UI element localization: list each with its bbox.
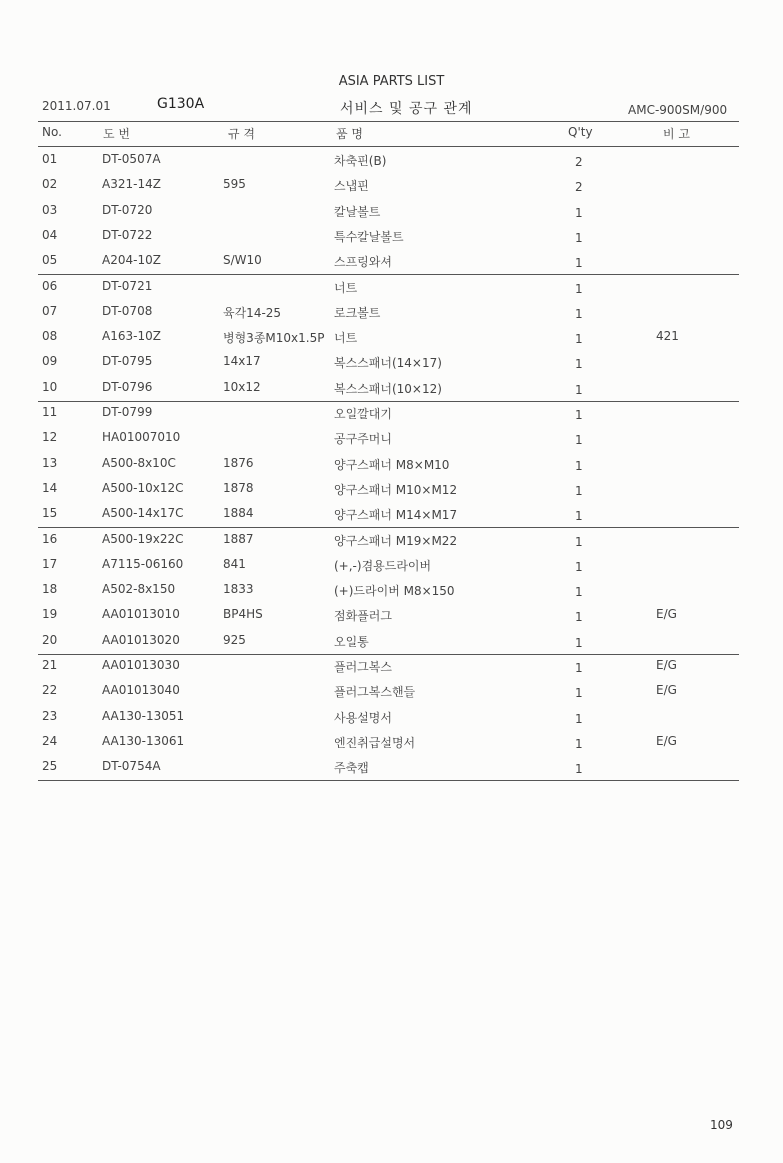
cell-name: 점화플러그 (334, 609, 392, 624)
cell-no: 22 (42, 683, 58, 698)
cell-no: 16 (42, 531, 58, 546)
cell-part-no: AA130-13061 (102, 733, 185, 748)
cell-qty: 1 (575, 281, 583, 296)
cell-part-no: A502-8x150 (102, 582, 176, 597)
cell-remark: 421 (656, 329, 679, 344)
cell-part-no: A163-10Z (102, 329, 161, 344)
cell-qty: 1 (575, 509, 583, 524)
cell-qty: 1 (575, 661, 583, 675)
cell-part-no: AA01013040 (102, 683, 180, 698)
cell-name: 플러그복스 (334, 660, 392, 674)
cell-spec: 1876 (223, 455, 254, 470)
cell-name: 양구스패너 M14×M17 (334, 508, 458, 523)
col-header-qty: Q'ty (568, 125, 593, 139)
cell-no: 03 (42, 202, 58, 217)
cell-part-no: A500-10x12C (102, 480, 184, 495)
cell-no: 19 (42, 607, 58, 622)
cell-spec: 1884 (223, 506, 254, 521)
cell-spec: 595 (223, 177, 246, 192)
cell-no: 23 (42, 708, 58, 723)
cell-no: 07 (42, 303, 58, 318)
cell-name: 양구스패너 M10×M12 (334, 482, 458, 497)
cell-part-no: DT-0708 (102, 303, 153, 318)
cell-qty: 1 (575, 483, 583, 498)
cell-no: 20 (42, 632, 58, 647)
col-header-spec: 규 격 (228, 127, 255, 141)
cell-part-no: DT-0795 (102, 354, 153, 369)
cell-name: 사용설명서 (334, 710, 392, 725)
cell-part-no: DT-0720 (102, 202, 153, 217)
cell-part-no: HA01007010 (102, 430, 181, 445)
cell-qty: 1 (575, 585, 583, 600)
cell-spec: 10x12 (223, 379, 261, 394)
cell-name: 차축핀(B) (334, 154, 387, 168)
cell-no: 17 (42, 556, 58, 571)
cell-name: 스프링와셔 (334, 255, 392, 270)
cell-qty: 1 (575, 433, 583, 448)
cell-qty: 1 (575, 357, 583, 372)
cell-no: 01 (42, 152, 58, 166)
cell-part-no: AA01013020 (102, 632, 180, 647)
cell-remark: E/G (656, 658, 677, 672)
cell-qty: 1 (575, 332, 583, 347)
cell-no: 06 (42, 278, 58, 293)
cell-part-no: DT-0721 (102, 278, 153, 293)
cell-name: 칼날볼트 (334, 204, 381, 219)
cell-spec: 925 (223, 632, 246, 647)
cell-spec: 841 (223, 556, 246, 571)
cell-no: 09 (42, 354, 58, 369)
header-top-rule (38, 121, 739, 122)
cell-part-no: DT-0722 (102, 227, 153, 242)
cell-part-no: A500-19x22C (102, 531, 184, 546)
page-number: 109 (710, 1118, 733, 1132)
cell-spec: 1887 (223, 531, 254, 546)
group-divider (38, 527, 739, 528)
cell-remark: E/G (656, 683, 677, 698)
cell-qty: 1 (575, 610, 583, 625)
cell-qty: 1 (575, 534, 583, 549)
cell-no: 24 (42, 733, 58, 748)
cell-qty: 1 (575, 230, 583, 245)
cell-part-no: A7115-06160 (102, 556, 184, 571)
cell-no: 25 (42, 759, 58, 774)
cell-part-no: AA01013030 (102, 658, 180, 672)
cell-no: 08 (42, 329, 58, 344)
group-divider (38, 654, 739, 655)
cell-name: 너트 (334, 280, 358, 295)
cell-part-no: DT-0796 (102, 379, 153, 394)
cell-name: 양구스패너 M19×M22 (334, 533, 458, 548)
cell-no: 21 (42, 658, 58, 672)
cell-part-no: AA130-13051 (102, 708, 185, 723)
cell-qty: 1 (575, 382, 583, 397)
cell-qty: 1 (575, 306, 583, 321)
cell-remark: E/G (656, 607, 677, 622)
cell-qty: 1 (575, 408, 583, 422)
cell-qty: 1 (575, 711, 583, 726)
cell-spec: 육각14-25 (223, 305, 282, 320)
col-header-no: No. (42, 125, 62, 139)
cell-qty: 1 (575, 205, 583, 220)
cell-no: 04 (42, 227, 58, 242)
cell-name: 오일통 (334, 634, 369, 649)
header-model: G130A (157, 96, 205, 112)
cell-part-no: A500-8x10C (102, 455, 176, 470)
cell-part-no: DT-0507A (102, 152, 161, 166)
cell-name: 복스스패너(10×12) (334, 381, 442, 396)
cell-part-no: A204-10Z (102, 253, 161, 268)
cell-name: 복스스패너(14×17) (334, 356, 442, 371)
cell-qty: 2 (575, 155, 583, 169)
cell-name: 양구스패너 M8×M10 (334, 457, 450, 472)
cell-name: 엔진취급설명서 (334, 735, 416, 750)
cell-part-no: A321-14Z (102, 177, 161, 192)
cell-name: 특수칼날볼트 (334, 229, 404, 244)
cell-qty: 1 (575, 635, 583, 650)
cell-qty: 1 (575, 559, 583, 574)
cell-no: 18 (42, 582, 58, 597)
cell-qty: 1 (575, 762, 583, 777)
cell-no: 14 (42, 480, 58, 495)
cell-qty: 2 (575, 180, 583, 195)
cell-spec: 1878 (223, 480, 254, 495)
cell-name: 공구주머니 (334, 432, 392, 447)
cell-part-no: DT-0799 (102, 405, 153, 419)
header-subtitle: 서비스 및 공구 관계 (340, 101, 473, 117)
cell-name: 오일깔대기 (334, 407, 392, 421)
group-divider (38, 401, 739, 402)
cell-qty: 1 (575, 458, 583, 473)
document-title: ASIA PARTS LIST (338, 74, 445, 89)
cell-name: 로크볼트 (334, 305, 381, 320)
cell-no: 05 (42, 253, 58, 268)
cell-qty: 1 (575, 686, 583, 701)
cell-name: 플러그복스핸들 (334, 685, 416, 700)
cell-qty: 1 (575, 256, 583, 271)
cell-no: 11 (42, 405, 58, 419)
col-header-part-no: 도 번 (103, 127, 130, 141)
header-code: AMC-900SM/900 (628, 103, 728, 117)
cell-no: 10 (42, 379, 58, 394)
header-bottom-rule (38, 146, 739, 147)
col-header-remark: 비 고 (663, 127, 690, 141)
cell-spec: BP4HS (223, 607, 263, 622)
cell-no: 12 (42, 430, 58, 445)
cell-no: 13 (42, 455, 58, 470)
cell-spec: 병형3종M10x1.5P (223, 331, 325, 346)
cell-spec: 1833 (223, 582, 254, 597)
cell-name: 스냅핀 (334, 179, 369, 194)
cell-remark: E/G (656, 733, 677, 748)
cell-part-no: AA01013010 (102, 607, 180, 622)
cell-no: 02 (42, 177, 58, 192)
cell-name: 너트 (334, 331, 358, 346)
cell-no: 15 (42, 506, 58, 521)
cell-name: 주축캡 (334, 761, 369, 776)
group-divider (38, 780, 739, 781)
cell-part-no: DT-0754A (102, 759, 161, 774)
cell-spec: 14x17 (223, 354, 261, 369)
col-header-name: 품 명 (336, 127, 363, 141)
cell-part-no: A500-14x17C (102, 506, 184, 521)
cell-spec: S/W10 (223, 253, 262, 268)
cell-name: (+)드라이버 M8×150 (334, 584, 455, 599)
group-divider (38, 274, 739, 275)
header-date: 2011.07.01 (42, 99, 111, 113)
cell-qty: 1 (575, 736, 583, 751)
cell-name: (+,-)겸용드라이버 (334, 558, 432, 573)
